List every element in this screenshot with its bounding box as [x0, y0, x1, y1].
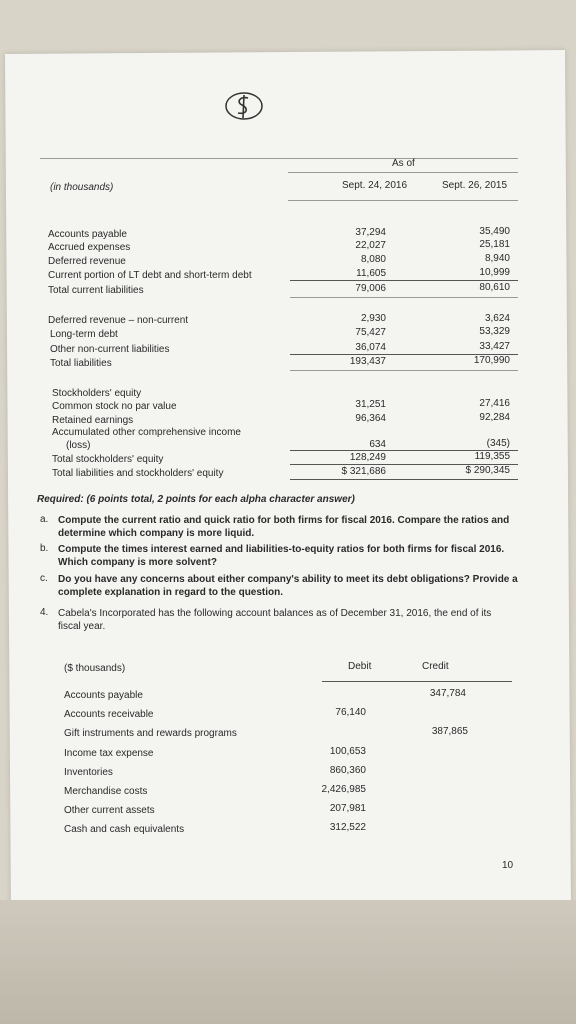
table-cell: 312,522 [329, 822, 366, 833]
desk-background [0, 900, 576, 1024]
table-row-label: Current portion of LT debt and short-term debt [48, 270, 252, 281]
table-row-label: Income tax expense [64, 748, 154, 759]
table-row-label: Long-term debt [50, 329, 118, 340]
table-cell: 11,605 [356, 268, 386, 279]
table-cell: 53,329 [479, 326, 510, 337]
table-cell: 36,074 [355, 342, 386, 353]
table-cell: 193,437 [349, 356, 386, 367]
table-cell: 860,360 [329, 765, 366, 776]
page-number: 10 [502, 860, 514, 871]
table-row-label: Total stockholders' equity [52, 454, 164, 465]
table-cell: 634 [369, 439, 386, 450]
table-cell: 2,930 [360, 313, 386, 324]
table-cell: 25,181 [479, 239, 510, 250]
table-cell: 33,427 [479, 341, 510, 352]
item-letter: a. [40, 514, 49, 525]
table-cell: 8,940 [484, 253, 510, 264]
column-header-2016: Sept. 24, 2016 [342, 180, 408, 191]
table-row-label: Accounts receivable [64, 709, 154, 720]
table-cell: 92,284 [479, 412, 510, 423]
table-cell: 100,653 [329, 746, 366, 757]
header-rule-q4 [322, 681, 512, 682]
required-heading: Required: (6 points total, 2 points for each alpha character answer) [37, 494, 355, 505]
table-row-label: Deferred revenue – non-current [48, 315, 189, 326]
question-4-text: Cabela's Incorporated has the following account balances as of December 31, 2016, the end of its fiscal year. [58, 608, 492, 632]
header-rule [40, 158, 518, 159]
units-label-2: ($ thousands) [64, 663, 126, 674]
table-row-label: (loss) [66, 440, 91, 451]
table-cell: 96,364 [355, 413, 386, 424]
table-row-label: Retained earnings [52, 415, 134, 426]
units-label: (in thousands) [50, 182, 114, 193]
table-cell: 8,080 [360, 254, 386, 265]
table-row-label: Total liabilities [50, 358, 112, 369]
table-row-label: Total liabilities and stockholders' equity [52, 468, 224, 479]
credit-header: Credit [422, 661, 449, 672]
table-cell: 387,865 [431, 726, 468, 737]
table-cell: 347,784 [429, 688, 466, 699]
table-cell: 128,249 [349, 452, 386, 463]
item-letter: c. [40, 573, 48, 584]
required-item-a: Compute the current ratio and quick ratio for both firms for fiscal 2016. Compare the ratios and determine which company is more liquid. [58, 515, 510, 539]
table-row-label: Accrued expenses [48, 242, 131, 253]
table-row-label: Merchandise costs [64, 786, 148, 797]
table-cell: 10,999 [479, 267, 510, 278]
table-cell: 207,981 [329, 803, 366, 814]
subtotal-rule [290, 370, 518, 371]
table-row-label: Common stock no par value [52, 401, 177, 412]
item-letter: b. [40, 543, 49, 554]
table-row-label: Total current liabilities [48, 285, 144, 296]
as-of-label: As of [392, 158, 415, 169]
total-double-rule [290, 479, 518, 480]
table-row-label: Accounts payable [48, 229, 127, 240]
table-cell: 3,624 [484, 313, 510, 324]
table-cell: 22,027 [355, 240, 386, 251]
handwritten-dollar-mark [222, 90, 266, 122]
subtotal-rule [290, 297, 518, 298]
table-row-label: Inventories [64, 767, 113, 778]
table-row-label: Gift instruments and rewards programs [64, 728, 237, 739]
table-cell: 2,426,985 [321, 784, 366, 795]
column-header-2015: Sept. 26, 2015 [442, 180, 508, 191]
table-cell: 119,355 [474, 451, 510, 462]
table-cell: 170,990 [473, 355, 510, 366]
question-number: 4. [40, 607, 49, 618]
table-row-label: Other non-current liabilities [50, 344, 170, 355]
table-cell: (345) [486, 438, 510, 449]
header-rule-3 [288, 200, 518, 201]
table-cell: 80,610 [479, 282, 510, 293]
table-cell: $ 321,686 [341, 466, 386, 477]
table-cell: 79,006 [355, 283, 386, 294]
table-cell: 37,294 [355, 227, 386, 238]
table-cell: 76,140 [335, 707, 366, 718]
required-item-c: Do you have any concerns about either company's ability to meet its debt obligations? Provide a complete explanation in regard to the question. [58, 574, 518, 598]
table-cell: 31,251 [355, 399, 386, 410]
subtotal-rule [290, 280, 518, 281]
table-row-label: Other current assets [64, 805, 155, 816]
table-cell: 75,427 [355, 327, 386, 338]
table-row-label: Accounts payable [64, 690, 143, 701]
table-row-label: Accumulated other comprehensive income [52, 427, 241, 438]
header-rule-2 [288, 172, 518, 173]
table-cell: $ 290,345 [465, 465, 510, 476]
table-cell: 27,416 [479, 398, 510, 409]
debit-header: Debit [348, 661, 372, 672]
section-label: Stockholders' equity [52, 388, 142, 399]
table-cell: 35,490 [479, 226, 510, 237]
table-row-label: Deferred revenue [48, 256, 126, 267]
required-item-b: Compute the times interest earned and liabilities-to-equity ratios for both firms for fiscal 2016. Which company is more solvent? [58, 544, 505, 568]
table-row-label: Cash and cash equivalents [64, 824, 185, 835]
